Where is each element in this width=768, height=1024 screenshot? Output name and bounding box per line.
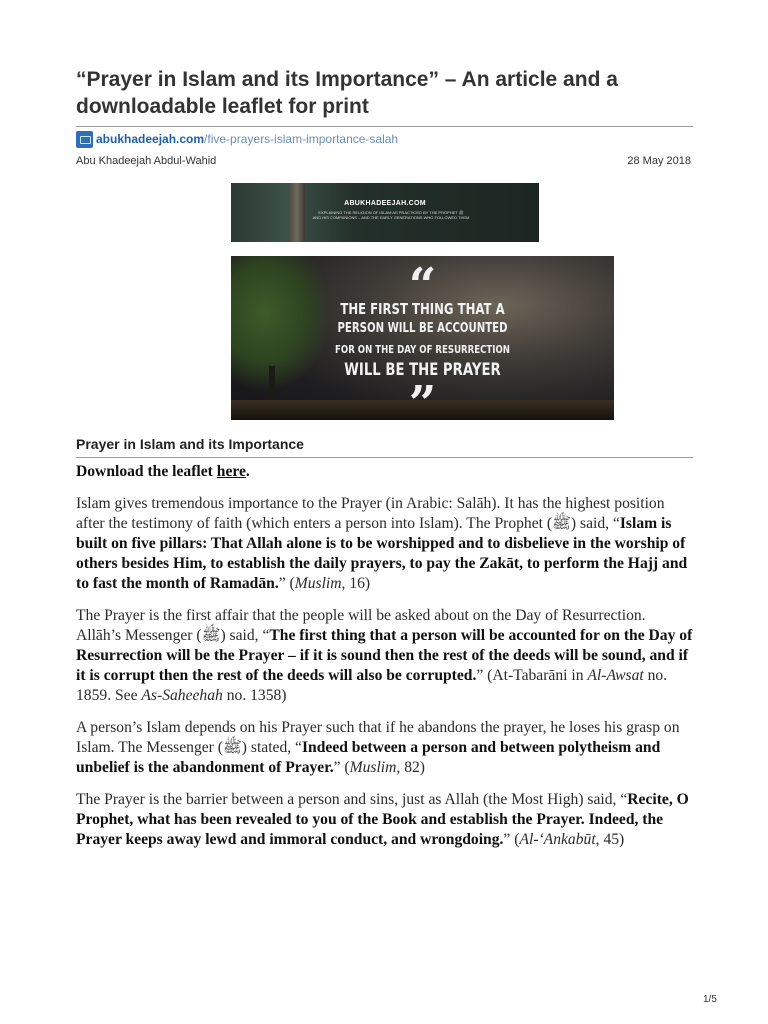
quote-line: PERSON WILL BE ACCOUNTED bbox=[337, 321, 508, 336]
text-span: Islam gives tremendous importance to the Prayer (in Arabic: Salāh). It has the highest position after the testimony of faith (which enters a person into Islam). The Prophet (ﷺ) said, “ bbox=[76, 495, 665, 532]
quote-image bbox=[231, 256, 614, 420]
text-span: , 16) bbox=[341, 575, 371, 592]
close-quote-icon: ” bbox=[408, 376, 437, 420]
citation-source: Al-‘Ankabūt bbox=[519, 831, 596, 848]
source-domain[interactable]: abukhadeejah.com bbox=[96, 132, 205, 146]
download-leaflet-link[interactable]: here bbox=[216, 463, 246, 480]
text-span: no. 1358) bbox=[222, 687, 287, 704]
citation-source: Al-Awsat bbox=[587, 667, 644, 684]
body-paragraph bbox=[76, 494, 693, 594]
body-paragraph bbox=[76, 606, 693, 706]
article-title: “Prayer in Islam and its Importance” – An article and a downloadable leaflet for print bbox=[76, 68, 618, 118]
hadith-quote: Indeed between a person and between polytheism and unbelief is the abandonment of Prayer. bbox=[76, 739, 661, 776]
text-span: , 45) bbox=[595, 831, 625, 848]
open-quote-icon: “ bbox=[408, 258, 437, 314]
citation-source: Muslim bbox=[294, 575, 342, 592]
site-favicon-icon bbox=[76, 131, 93, 148]
document-page bbox=[76, 0, 693, 1024]
section-divider bbox=[76, 457, 693, 458]
body-paragraph bbox=[76, 790, 693, 850]
citation-source: Muslim bbox=[349, 759, 397, 776]
quote-line: FOR ON THE DAY OF RESURRECTION bbox=[335, 343, 510, 356]
site-banner-image bbox=[231, 183, 539, 242]
download-label: Download the leaflet bbox=[76, 463, 217, 480]
text-span: The Prayer is the first affair that the people will be asked about on the Day of Resurrection. Allāh’s Messenger (ﷺ) said, “ bbox=[76, 607, 646, 644]
banner-tagline bbox=[291, 210, 491, 220]
text-span: no. 1859. See bbox=[76, 667, 668, 704]
text-span: ” (At-Tabarāni in bbox=[476, 667, 588, 684]
section-heading: Prayer in Islam and its Importance bbox=[76, 436, 304, 452]
publish-date: 28 May 2018 bbox=[627, 155, 691, 167]
text-span: A person’s Islam depends on his Prayer such that if he abandons the prayer, he loses his grasp on Islam. The Messenger (ﷺ) stated, “ bbox=[76, 719, 680, 756]
source-link[interactable] bbox=[76, 130, 398, 148]
text-span: The Prayer is the barrier between a person and sins, just as Allah (the Most High) said, “ bbox=[76, 791, 628, 808]
text-span: ” ( bbox=[278, 575, 295, 592]
source-path[interactable]: /five-prayers-islam-importance-salah bbox=[204, 132, 399, 146]
author-name: Abu Khadeejah Abdul-Wahid bbox=[76, 155, 217, 167]
title-divider bbox=[76, 126, 693, 127]
hadith-quote: Islam is built on five pillars: That Allah alone is to be worshipped and to disbelieve in the worship of others besides Him, to establish the daily prayers, to pay the Zakāt, to perform the Hajj and to fast the month of Ramadān. bbox=[76, 515, 688, 592]
quran-quote: Recite, O Prophet, what has been revealed to you of the Book and establish the Prayer. Indeed, the Prayer keeps away lewd and immoral conduct, and wrongdoing. bbox=[76, 791, 689, 848]
article-meta bbox=[76, 155, 693, 167]
banner-site-name: ABUKHADEEJAH.COM bbox=[344, 200, 426, 207]
page-number: 1/5 bbox=[703, 994, 717, 1005]
citation-source: As-Saheehah bbox=[141, 687, 223, 704]
hadith-quote: The first thing that a person will be accounted for on the Day of Resurrection will be the Prayer – if it is sound then the rest of the deeds will be sound, and if it is corrupt then the rest of the deeds will also be corrupted. bbox=[76, 627, 693, 684]
banner-tagline-line: EXPLAINING THE RELIGION OF ISLAM AS PRACTICED BY THE PROPHET ﷺ bbox=[318, 210, 464, 215]
body-paragraph bbox=[76, 718, 693, 778]
download-paragraph bbox=[76, 462, 693, 482]
text-span: ” ( bbox=[333, 759, 350, 776]
text-span: ” ( bbox=[503, 831, 520, 848]
article-body bbox=[76, 462, 693, 862]
quote-line: WILL BE THE PRAYER bbox=[344, 360, 501, 380]
download-label-suffix: . bbox=[245, 463, 250, 480]
banner-tagline-line: AND HIS COMPANIONS – AND THE EARLY GENERATIONS WHO FOLLOWED THEM bbox=[312, 215, 470, 220]
text-span: , 82) bbox=[396, 759, 425, 776]
quote-line: THE FIRST THING THAT A bbox=[340, 300, 505, 318]
